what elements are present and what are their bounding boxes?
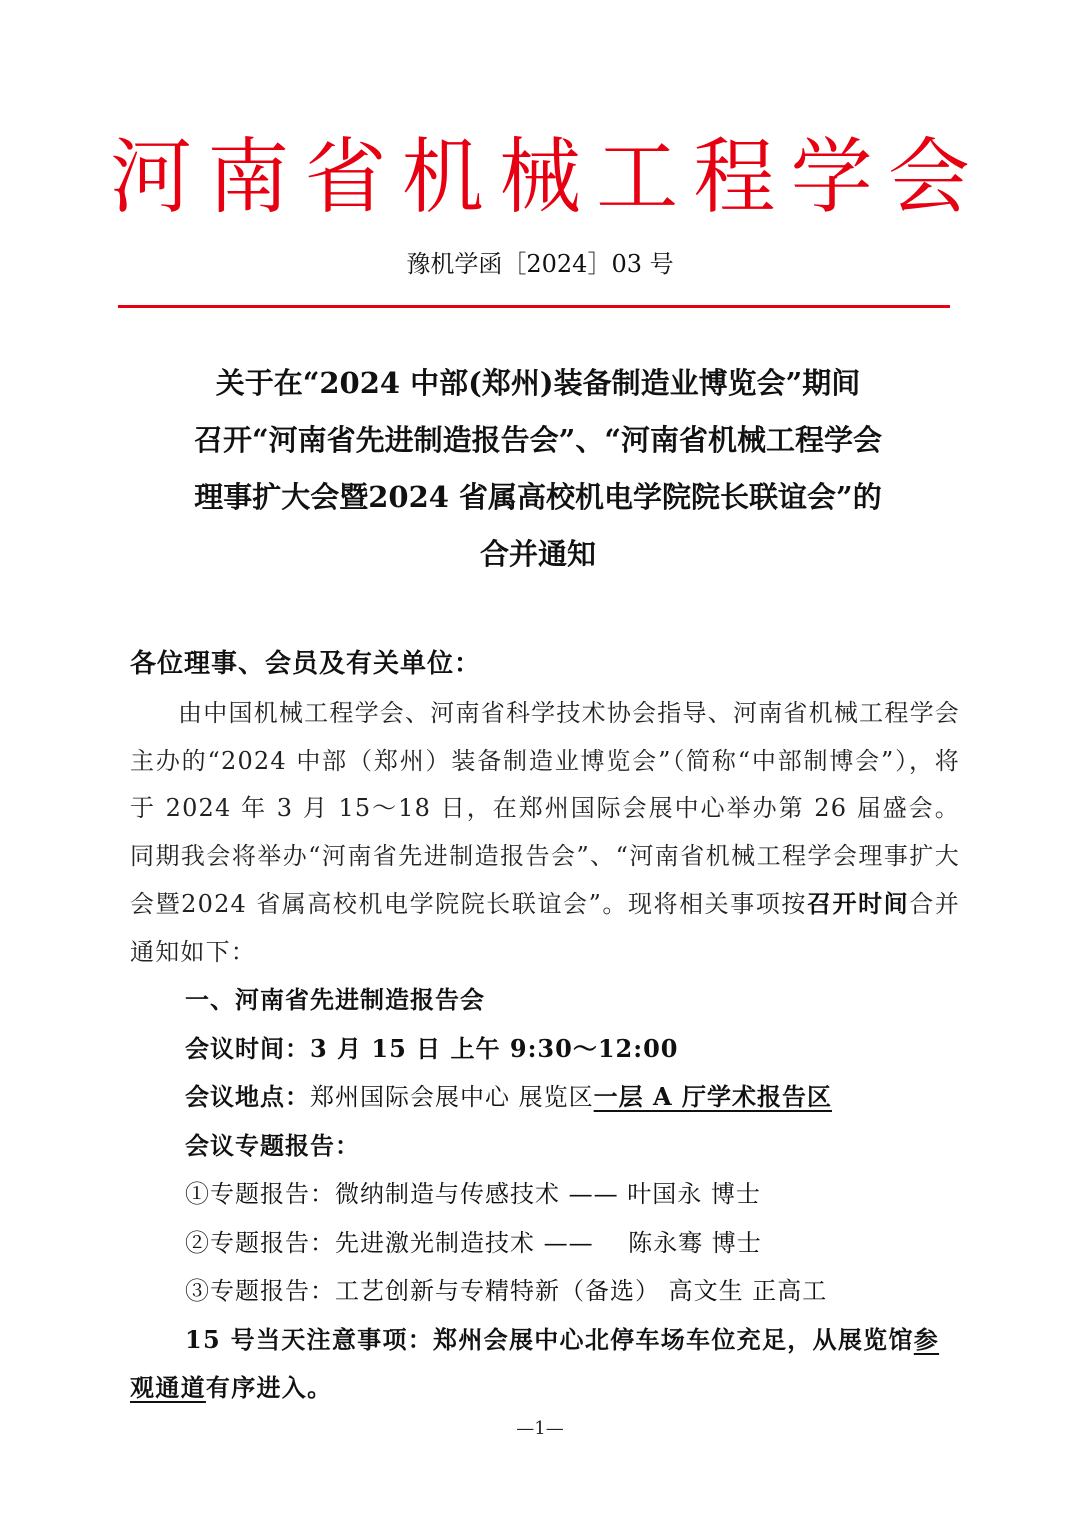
letterhead-char: 程 — [693, 130, 776, 225]
intro-text: 由中国机械工程学会、河南省科学技术协会指导、河南省机械工程学会主办的“2024 中部（郑州）装备制造业博览会”（简称“中部制博会”），将于 2024 年 3 月 15～18 日，在郑州国际会展中心举办第 26 届盛会。同期我会将举办“河南省先进制造报告会”、“河南省机械工程学会理事扩大会暨2024 省属高校机电学院院长联谊会”。现将相关事项按 — [130, 699, 960, 918]
topic-item: ①专题报告：微纳制造与传感技术 —— 叶国永 博士 — [185, 1180, 761, 1208]
letterhead-char: 南 — [207, 130, 290, 225]
topics-heading: 会议专题报告： — [185, 1130, 360, 1160]
intro-paragraph — [130, 690, 960, 976]
letterhead-char: 学 — [790, 130, 873, 225]
meeting-time-label: 会议时间： — [185, 1033, 310, 1063]
letterhead-char: 械 — [498, 130, 581, 225]
title-line: 合并通知 — [479, 537, 596, 571]
organization-letterhead — [110, 128, 970, 228]
meeting-time-value: 3 月 15 日 上午 9:30～12:00 — [310, 1033, 679, 1063]
notice-end-text: 有序进入。 — [205, 1373, 333, 1402]
topic-item: ③专题报告：工艺创新与专精特新（备选） 高文生 正高工 — [185, 1277, 828, 1305]
meeting-place — [130, 1073, 960, 1122]
letterhead-char: 工 — [596, 130, 679, 225]
red-divider-line — [118, 305, 950, 308]
notice-text: 15 号当天注意事项：郑州会展中心北停车场车位充足，从展览馆 — [185, 1324, 914, 1354]
title-line: 理事扩大会暨2024 省属高校机电学院院长联谊会”的 — [194, 480, 882, 514]
document-title — [118, 355, 958, 583]
topic-item: ②专题报告：先进激光制造技术 —— 陈永骞 博士 — [185, 1228, 762, 1257]
notice-underlined-text: 参观通道 — [130, 1324, 940, 1402]
document-body — [130, 640, 960, 1413]
notice-paragraph — [130, 1316, 960, 1413]
letterhead-char: 会 — [887, 130, 970, 225]
letterhead-char: 机 — [401, 130, 484, 225]
meeting-place-hall: 一层 A 厅学术报告区 — [593, 1082, 832, 1111]
document-number: 豫机学函［2024］03 号 — [406, 250, 674, 278]
intro-text-end: 合并通知如下： — [130, 890, 961, 966]
intro-bold-text: 召开时间 — [806, 889, 910, 918]
meeting-place-label: 会议地点： — [185, 1082, 310, 1111]
title-line: 关于在“2024 中部(郑州)装备制造业博览会”期间 — [215, 366, 861, 400]
section-heading: 一、河南省先进制造报告会 — [185, 985, 485, 1014]
letterhead-char: 河 — [110, 130, 193, 225]
meeting-place-value: 郑州国际会展中心 展览区 — [310, 1083, 594, 1111]
meeting-time — [130, 1025, 960, 1074]
salutation: 各位理事、会员及有关单位： — [130, 649, 482, 679]
letterhead-char: 省 — [304, 130, 387, 225]
title-line: 召开“河南省先进制造报告会”、“河南省机械工程学会 — [193, 423, 883, 457]
page-number: —1— — [516, 1418, 564, 1439]
